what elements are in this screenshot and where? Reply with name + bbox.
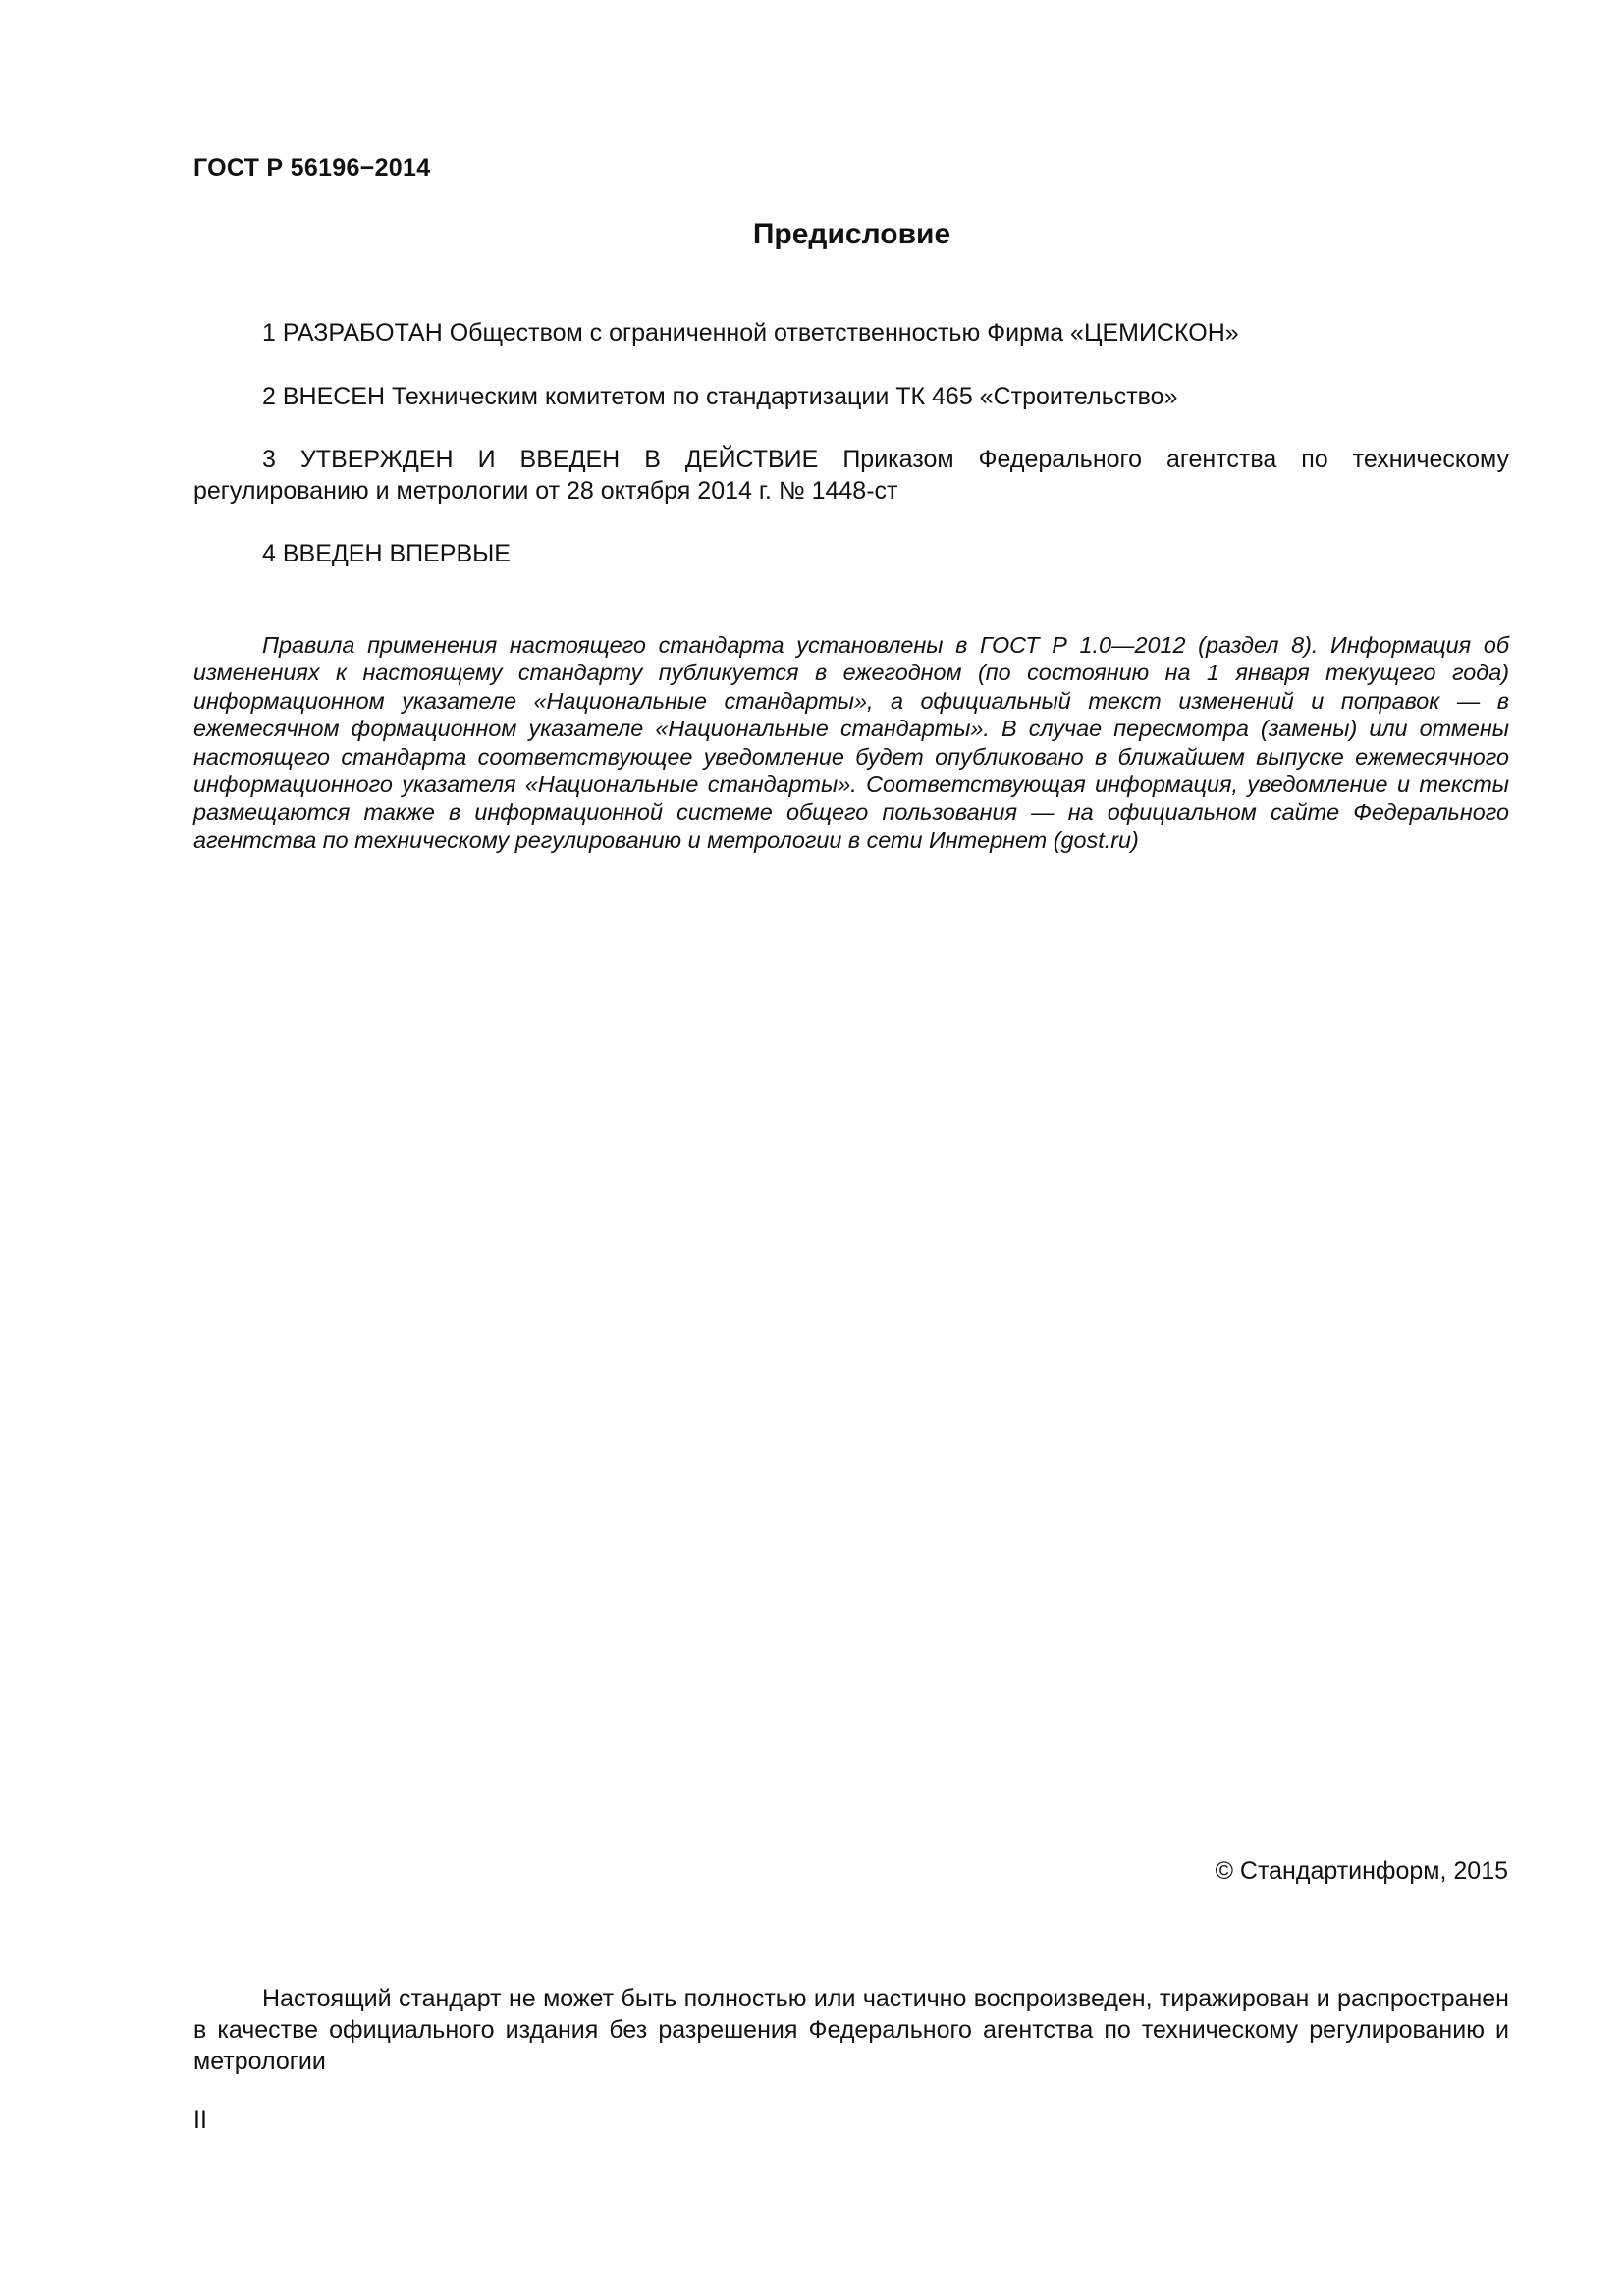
foreword-item-introduced: 2 ВНЕСЕН Техническим комитетом по стандартизации ТК 465 «Строительство» (262, 383, 1178, 410)
reproduction-restriction: Настоящий стандарт не может быть полностью или частично воспроизведен, тиражирован и распространен в качестве официального издания без разрешения Федерального агентства по техническому регулированию и метрологии (193, 1985, 1509, 2075)
page-number: II (193, 2107, 207, 2134)
copyright-line: © Стандартинформ, 2015 (1215, 1857, 1508, 1885)
foreword-item-approved: 3 УТВЕРЖДЕН И ВВЕДЕН В ДЕЙСТВИЕ Приказом Федерального агентства по техническому регулированию и метрологии от 28 октября 2014 г. № 1448-ст (193, 446, 1509, 505)
document-code: ГОСТ Р 56196−2014 (193, 154, 431, 182)
foreword-item-developed: 1 РАЗРАБОТАН Обществом с ограниченной ответственностью Фирма «ЦЕМИСКОН» (262, 319, 1239, 347)
foreword-item-first-introduced: 4 ВВЕДЕН ВПЕРВЫЕ (262, 540, 511, 567)
section-title: Предисловие (752, 218, 951, 250)
application-rules-notice: Правила применения настоящего стандарта установлены в ГОСТ Р 1.0—2012 (раздел 8). Информация об изменениях к настоящему стандарту публикуется в ежегодном (по состоянию на 1 января текущего года) информационном указателе «Национальные стандарты», а официальный текст изменений и поправок — в ежемесячном формационном указателе «Национальные стандарты». В случае пересмотра (замены) или отмены настоящего стандарта соответствующее уведомление будет опубликовано в ближайшем выпуске ежемесячного информационного указателя «Национальные стандарты». Соответствующая информация, уведомление и тексты размещаются также в информационной системе общего пользования — на официальном сайте Федерального агентства по техническому регулированию и метрологии в сети Интернет (gost.ru) (193, 632, 1509, 853)
